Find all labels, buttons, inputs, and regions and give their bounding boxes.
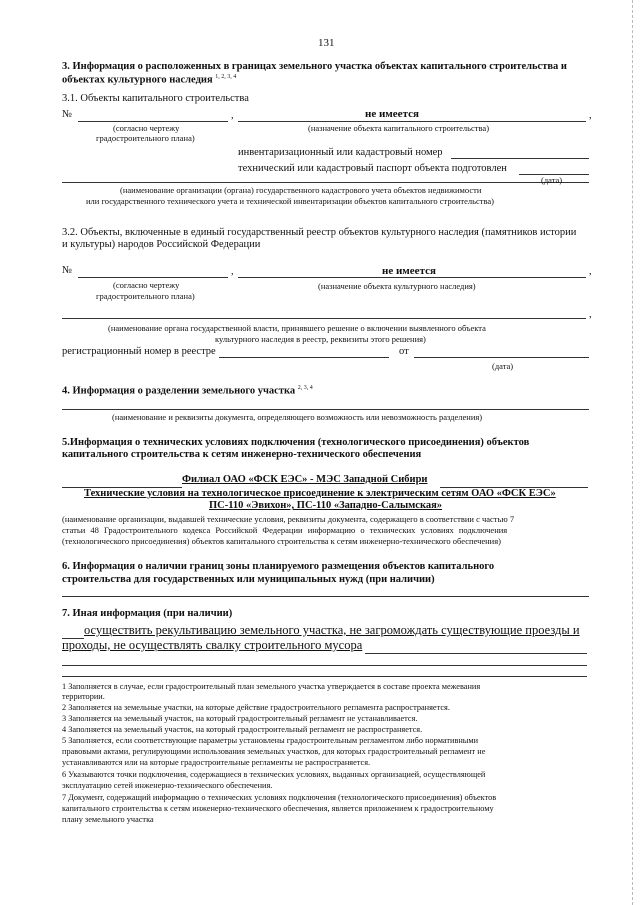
caption-purpose: (назначение объекта капитального строительства) [308,123,490,133]
registry-number-line [219,357,389,358]
passport-label: технический или кадастровый паспорт объекта подготовлен [238,163,507,174]
section-4-title: 4. Информация о разделении земельного участка $^{2, 3, 4}$ [62,385,313,397]
footnote-line: 3 Заполняется на земельный участок, на который градостроительный регламент не устанавливается. [62,714,418,723]
caption-organization: (наименование организации (органа) государственного кадастрового учета объектов недвижимости [120,185,482,195]
section-6-title-line-2: строительства для государственных или муниципальных нужд (при наличии) [62,574,435,585]
drawing-number-line [78,121,228,122]
registry-number-label: регистрационный номер в реестре [62,346,216,357]
other-info-text-line-2: проходы, не осуществлять свалку строительного мусора [62,638,363,652]
caption-purpose: (назначение объекта культурного наследия) [318,281,476,291]
inventory-number-label: инвентаризационный или кадастровый номер [238,147,443,158]
division-line [62,409,589,410]
other-info-text-line-1: осуществить рекультивацию земельного участка, не загромождать существующие проезды и [84,623,580,637]
other-info-line-tail [365,653,587,654]
footnotes-separator [62,676,587,677]
footnote-line: 5 Заполняется, если соответствующие параметры установлены градостроительным регламентом либо нормативными [62,736,479,745]
section-3-2-title-line-1: 3.2. Объекты, включенные в единый государственный реестр объектов культурного наследия (памятников истории [62,227,577,238]
capital-objects-value: не имеется [365,108,419,120]
caption-drawing: (согласно чертежу [113,280,180,290]
caption-organ: (наименование органа государственной власти, принявшего решение о включении выявленного объекта [108,323,486,333]
caption-tech-conditions: статьи 48 Градостроительного кодекса Российской Федерации информацию о технических условиях подключения [62,525,508,535]
comma: , [589,110,592,121]
footnote-line: 7 Документ, содержащий информацию о технических условиях подключения (технологического присоединения) объектов [62,793,497,802]
page-number: 131 [318,37,335,49]
caption-division: (наименование и реквизиты документа, определяющего возможность или невозможность разделения) [112,412,483,422]
zone-line [62,596,589,597]
tech-conditions-line-1: Технические условия на технологическое присоединение к электрическим сетям ОАО «ФСК ЕЭС» [84,488,556,499]
branch-name: Филиал ОАО «ФСК ЕЭС» - МЭС Западной Сибири [182,474,428,485]
from-label: от [399,346,409,357]
organ-line [62,318,586,319]
caption-date: (дата) [541,175,563,185]
comma: , [231,110,234,121]
footnote-line: правовыми актами, регулирующими использования земельных участков, для которых градостроительный регламент не [62,747,486,756]
purpose-line [238,121,586,122]
caption-drawing: (согласно чертежу [113,123,180,133]
number-label: № [62,265,73,276]
drawing-number-line [78,277,228,278]
footnote-line: 2 Заполняется на земельные участки, на которые действие градостроительного регламента распространяется. [62,703,450,712]
comma: , [589,309,592,320]
tech-conditions-line-2: ПС-110 «Эвихон», ПС-110 «Западно-Салымская» [209,500,443,511]
section-7-title: 7. Иная информация (при наличии) [62,608,233,619]
footnote-line: капитального строительства к сетям инженерно-технического обеспечения, является приложением к градостроительному [62,804,494,813]
registry-date-line [414,357,589,358]
comma: , [589,266,592,277]
section-3-title-line-1: 3. Информация о расположенных в границах земельного участка объектах капитального строительства и [62,61,567,72]
section-3-1-title: 3.1. Объекты капитального строительства [62,93,249,104]
footnote-line: 4 Заполняется на земельный участок, на который градостроительный регламент не распространяется. [62,725,423,734]
section-3-title-line-2: объектах культурного наследия $^{1, 2, 3, 4}$ [62,74,237,86]
section-5-title-line-2: капитального строительства к сетям инженерно-технического обеспечения [62,449,422,460]
other-info-blank-line [62,665,587,666]
scan-edge-line [632,0,633,905]
caption-tech-conditions: (наименование организации, выдавшей технические условия, реквизиты документа, содержащего в соответствии с частью 7 [62,514,515,524]
footnote-line: 1 Заполняется в случае, если градостроительный план земельного участка утверждается в составе проекта межевания [62,682,481,691]
section-6-title-line-1: 6. Информация о наличии границ зоны планируемого размещения объектов капитального [62,561,495,572]
footnote-line: устанавливаются или на которые градостроительные регламенты не распространяется. [62,758,371,767]
organization-line [62,182,589,183]
caption-date: (дата) [492,361,514,371]
caption-drawing: градостроительного плана) [96,133,195,143]
footnote-line: территории. [62,692,105,701]
caption-organ: культурного наследия в реестр, реквизиты этого решения) [215,334,426,344]
caption-tech-conditions: (технологического присоединения) объектов капитального строительства к сетям инженерно-технического обеспечения) [62,536,501,546]
purpose-line [238,277,586,278]
section-5-title-line-1: 5.Информация о технических условиях подключения (технологического присоединения) объектов [62,437,530,448]
caption-drawing: градостроительного плана) [96,291,195,301]
number-label: № [62,109,73,120]
footnote-line: 6 Указываются точки подключения, содержащиеся в технических условиях, выданных организацией, осуществляющей [62,770,486,779]
inventory-number-line [451,158,589,159]
comma: , [231,266,234,277]
footnote-line: плану земельного участка [62,815,154,824]
heritage-objects-value: не имеется [382,265,436,277]
caption-organization: или государственного технического учета и технической инвентаризации объектов капитального строительства) [86,196,495,206]
footnote-line: эксплуатацию сетей инженерно-технического обеспечения. [62,781,273,790]
section-3-2-title-line-2: и культуры) народов Российской Федерации [62,239,261,250]
